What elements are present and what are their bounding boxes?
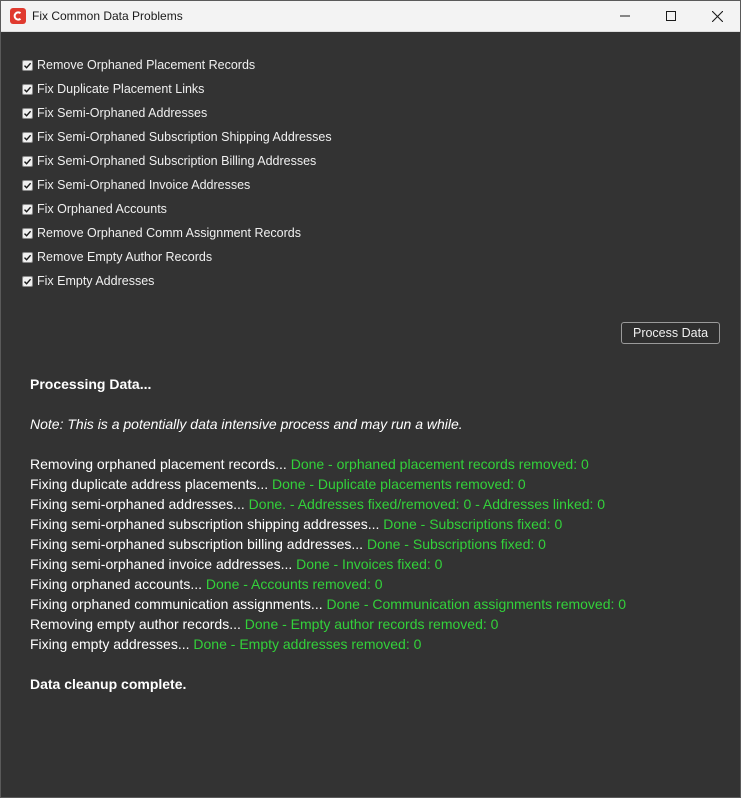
option-label: Remove Orphaned Comm Assignment Records [37,226,302,240]
checkmark-icon [23,133,32,142]
checkmark-icon [23,277,32,286]
option-label: Remove Empty Author Records [37,250,213,264]
close-icon [712,11,723,22]
maximize-icon [666,11,676,21]
process-data-button[interactable]: Process Data [621,322,720,344]
log-action: Removing orphaned placement records... [30,456,287,472]
log-result: Done - Empty addresses removed: 0 [193,636,422,652]
log-line [30,574,626,594]
title-bar [1,1,740,32]
log-line [30,514,626,534]
log-result: Done - Subscriptions fixed: 0 [383,516,563,532]
option-checkbox[interactable] [22,204,33,215]
option-row[interactable] [22,197,332,221]
option-checkbox[interactable] [22,156,33,167]
option-checkbox[interactable] [22,108,33,119]
option-row[interactable] [22,149,332,173]
option-row[interactable] [22,53,332,77]
checkmark-icon [23,61,32,70]
option-label: Fix Duplicate Placement Links [37,82,205,96]
log-line [30,614,626,634]
log-line [30,594,626,614]
close-button[interactable] [694,1,740,31]
log-output [30,374,626,694]
app-logo-icon [10,8,26,24]
option-row[interactable] [22,245,332,269]
option-label: Remove Orphaned Placement Records [37,58,256,72]
checkmark-icon [23,253,32,262]
log-line [30,474,626,494]
options-list [22,53,332,293]
option-label: Fix Semi-Orphaned Subscription Shipping Addresses [37,130,332,144]
log-complete: Data cleanup complete. [30,676,187,692]
option-label: Fix Semi-Orphaned Addresses [37,106,208,120]
log-result: Done - orphaned placement records removed: 0 [290,456,589,472]
option-checkbox[interactable] [22,132,33,143]
log-action: Fixing duplicate address placements... [30,476,269,492]
log-line [30,534,626,554]
log-result: Done - Subscriptions fixed: 0 [366,536,546,552]
option-label: Fix Semi-Orphaned Invoice Addresses [37,178,251,192]
log-result: Done. - Addresses fixed/removed: 0 - Addresses linked: 0 [248,496,606,512]
option-row[interactable] [22,173,332,197]
log-line [30,454,626,474]
option-checkbox[interactable] [22,180,33,191]
minimize-button[interactable] [602,1,648,31]
option-label: Fix Empty Addresses [37,274,155,288]
log-note: Note: This is a potentially data intensive process and may run a while. [30,416,463,432]
checkmark-icon [23,205,32,214]
log-action: Fixing semi-orphaned addresses... [30,496,245,512]
log-line [30,554,626,574]
log-steps [30,454,626,654]
option-row[interactable] [22,101,332,125]
log-line [30,634,626,654]
option-checkbox[interactable] [22,60,33,71]
log-action: Fixing orphaned accounts... [30,576,202,592]
option-label: Fix Semi-Orphaned Subscription Billing Addresses [37,154,317,168]
log-result: Done - Invoices fixed: 0 [296,556,443,572]
minimize-icon [620,11,630,21]
log-result: Done - Accounts removed: 0 [205,576,383,592]
option-row[interactable] [22,269,332,293]
log-action: Fixing semi-orphaned subscription billing addresses... [30,536,364,552]
option-label: Fix Orphaned Accounts [37,202,167,216]
maximize-button[interactable] [648,1,694,31]
log-result: Done - Duplicate placements removed: 0 [272,476,526,492]
option-row[interactable] [22,77,332,101]
checkmark-icon [23,181,32,190]
log-result: Done - Communication assignments removed: 0 [326,596,627,612]
option-row[interactable] [22,125,332,149]
log-action: Fixing empty addresses... [30,636,190,652]
checkmark-icon [23,85,32,94]
option-checkbox[interactable] [22,84,33,95]
option-checkbox[interactable] [22,252,33,263]
log-action: Fixing semi-orphaned subscription shipping addresses... [30,516,380,532]
option-row[interactable] [22,221,332,245]
log-action: Removing empty author records... [30,616,241,632]
log-result: Done - Empty author records removed: 0 [244,616,499,632]
log-line [30,494,626,514]
window-title: Fix Common Data Problems [32,9,183,23]
log-heading: Processing Data... [30,376,152,392]
option-checkbox[interactable] [22,276,33,287]
log-action: Fixing orphaned communication assignments... [30,596,323,612]
checkmark-icon [23,229,32,238]
option-checkbox[interactable] [22,228,33,239]
checkmark-icon [23,157,32,166]
checkmark-icon [23,109,32,118]
log-action: Fixing semi-orphaned invoice addresses... [30,556,293,572]
